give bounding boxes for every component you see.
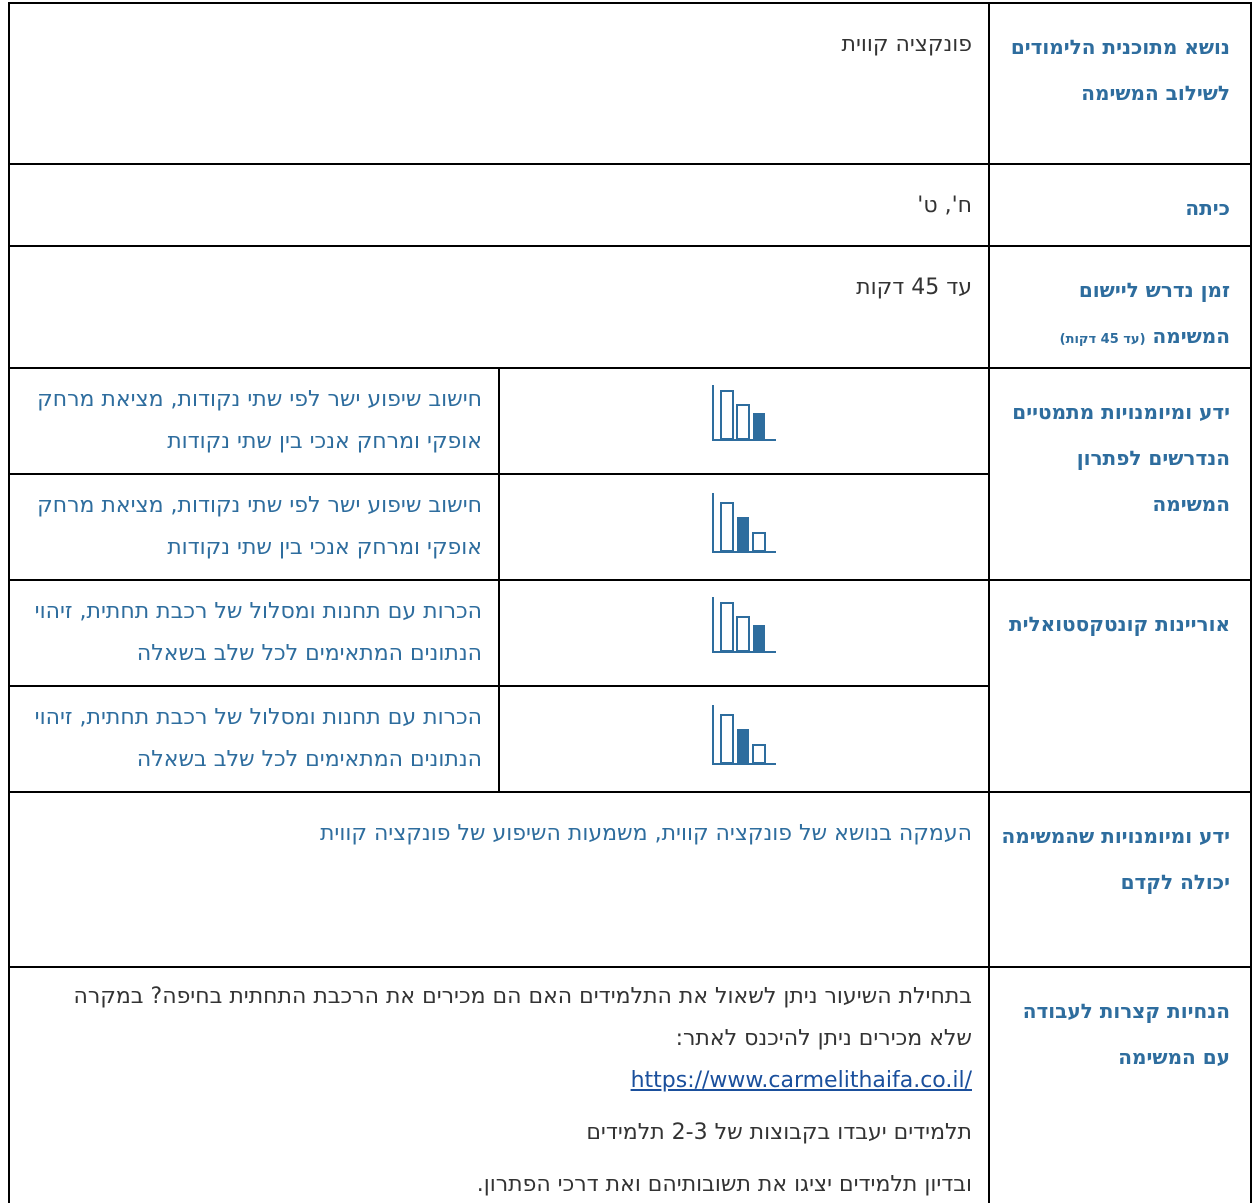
value-advance: העמקה בנושא של פונקציה קווית, משמעות השיפוע של פונקציה קווית (9, 792, 989, 967)
row-advance (9, 792, 1251, 967)
label-grade: כיתה (989, 164, 1251, 246)
bar-level-icon (709, 595, 779, 661)
bar-level-icon (709, 383, 779, 449)
math-skill-2-icon-cell (499, 474, 989, 580)
row-literacy-1 (9, 580, 1251, 686)
carmelit-website-link[interactable]: https://www.carmelithaifa.co.il/ (630, 1068, 972, 1093)
literacy-1-text: הכרות עם תחנות ומסלול של רכבת תחתית, זיהוי הנתונים המתאימים לכל שלב בשאלה (9, 580, 499, 686)
literacy-1-icon-cell (499, 580, 989, 686)
row-time (9, 246, 1251, 368)
guidelines-link-line (24, 1060, 972, 1102)
label-advance: ידע ומיומנויות שהמשימה יכולה לקדם (989, 792, 1251, 967)
value-topic: פונקציה קווית (9, 3, 989, 164)
value-grade: ח', ט' (9, 164, 989, 246)
guidelines-para-2: תלמידים יעבדו בקבוצות של 2-3 תלמידים (586, 1120, 972, 1145)
task-details-table (8, 2, 1252, 1203)
literacy-2-icon-cell (499, 686, 989, 792)
label-math-skills: ידע ומיומנויות מתמטיים הנדרשים לפתרון המשימה (989, 368, 1251, 580)
label-topic: נושא מתוכנית הלימודים לשילוב המשימה (989, 3, 1251, 164)
literacy-2-text: הכרות עם תחנות ומסלול של רכבת תחתית, זיהוי הנתונים המתאימים לכל שלב בשאלה (9, 686, 499, 792)
bar-level-icon (709, 489, 779, 559)
value-time: עד 45 דקות (9, 246, 989, 368)
math-skill-1-text: חישוב שיפוע ישר לפי שתי נקודות, מציאת מרחק אופקי ומרחק אנכי בין שתי נקודות (9, 368, 499, 474)
value-guidelines (9, 967, 989, 1203)
guidelines-para-3: ובדיון תלמידים יציגו את תשובותיהם ואת דרכי הפתרון. (476, 1172, 972, 1197)
math-skill-2-text: חישוב שיפוע ישר לפי שתי נקודות, מציאת מרחק אופקי ומרחק אנכי בין שתי נקודות (9, 474, 499, 580)
label-time-note: (עד 45 דקות) (1059, 332, 1146, 347)
bar-level-icon (709, 701, 779, 771)
row-grade (9, 164, 1251, 246)
row-guidelines (9, 967, 1251, 1203)
math-skill-1-icon-cell (499, 368, 989, 474)
guidelines-para-1: בתחילת השיעור ניתן לשאול את התלמידים האם הם מכירים את הרכבת התחתית בחיפה? במקרה שלא מכירים ניתן להיכנס לאתר: (73, 984, 972, 1051)
label-time (989, 246, 1251, 368)
label-guidelines: הנחיות קצרות לעבודה עם המשימה (989, 967, 1251, 1203)
label-literacy: אוריינות קונטקסטואלית (989, 580, 1251, 792)
label-time-text: זמן נדרש ליישום המשימה (1078, 278, 1230, 348)
row-math-skills-1 (9, 368, 1251, 474)
row-topic (9, 3, 1251, 164)
